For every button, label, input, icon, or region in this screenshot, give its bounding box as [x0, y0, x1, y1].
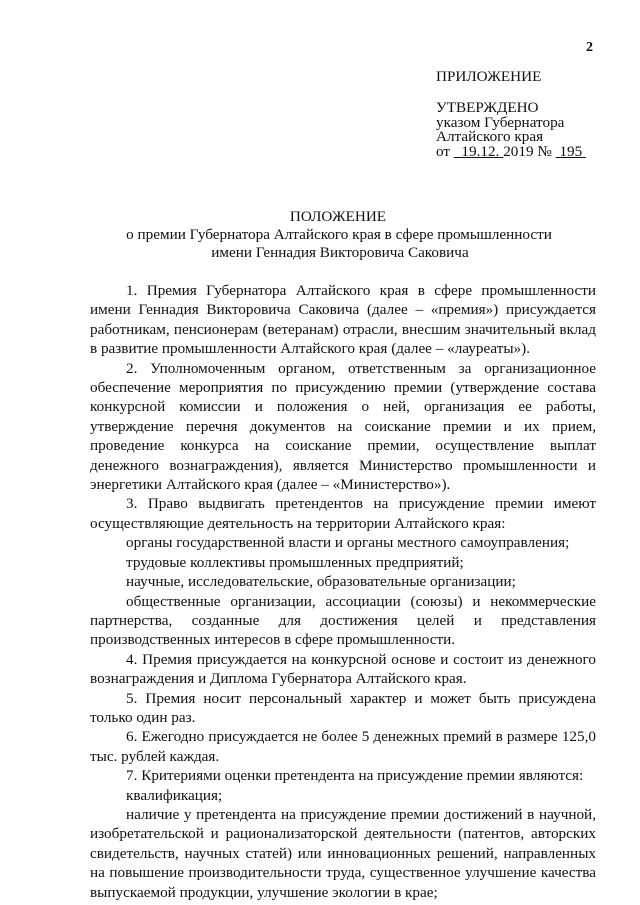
list-item: наличие у претендента на присуждение премии достижений в научной, изобретательской и рационализаторской деятельности (патентов, авторских свидетельств, научных статей) или инновационных решений, направленных на повышение производительности труда, существенное улучшение качества выпускаемой продукции, улучшение экологии в крае;	[90, 805, 596, 901]
appendix-label: ПРИЛОЖЕНИЕ	[436, 68, 542, 85]
decree-number: 195	[559, 142, 583, 160]
list-item: трудовые коллективы промышленных предприятий;	[126, 553, 464, 571]
paragraph: 2. Уполномоченным органом, ответственным за организационное обеспечение мероприятия по присуждению премии (утверждение состава конкурсной комиссии и положения о ней, организация ее работы, утверждение перечня документов на соискание премии и их прием, проведение конкурса на соискание премии, осуществление выплат денежного вознаграждения), является Министерство промышленности и энергетики Алтайского края (далее – «Министерство»).	[90, 359, 596, 494]
title-line-2: о премии Губернатора Алтайского края в сфере промышленности	[126, 226, 552, 243]
paragraph: 4. Премия присуждается на конкурсной основе и состоит из денежного вознаграждения и Диплома Губернатора Алтайского края.	[90, 650, 596, 688]
document-title	[0, 208, 640, 262]
list-item: общественные организации, ассоциации (союзы) и некоммерческие партнерства, созданные для достижения целей и представления производственных интересов в сфере промышленности.	[90, 592, 596, 649]
number-sign: №	[537, 142, 552, 160]
decree-date: 19.12.	[461, 142, 500, 160]
title-heading: ПОЛОЖЕНИЕ	[289, 208, 387, 225]
decree-date-line	[436, 142, 586, 160]
list-item: научные, исследовательские, образовательные организации;	[126, 573, 516, 591]
paragraph: 6. Ежегодно присуждается не более 5 денежных премий в размере 125,0 тыс. рублей каждая.	[90, 728, 596, 765]
list-item: органы государственной власти и органы местного самоуправления;	[126, 534, 570, 552]
decree-line-1: указом Губернатора	[436, 113, 565, 131]
list-item: квалификация;	[126, 786, 223, 804]
date-prefix: от	[436, 142, 451, 160]
document-body	[90, 281, 596, 902]
decree-line-2: Алтайского края	[436, 128, 544, 146]
title-line-3: имени Геннадия Викторовича Саковича	[211, 244, 469, 261]
decree-year: 2019	[503, 142, 534, 160]
approved-label: УТВЕРЖДЕНО	[436, 99, 539, 116]
approval-stamp	[436, 101, 586, 159]
paragraph: 5. Премия носит персональный характер и может быть присуждена только один раз.	[90, 689, 596, 726]
paragraph: 1. Премия Губернатора Алтайского края в сфере промышленности имени Геннадия Викторовича Саковича (далее – «премия») присуждается работникам, пенсионерам (ветеранам) отрасли, внесшим значительный вклад в развитие промышленности Алтайского края (далее – «лауреаты»).	[90, 282, 596, 358]
paragraph: 3. Право выдвигать претендентов на присуждение премии имеют осуществляющие деятельность на территории Алтайского края:	[90, 495, 596, 532]
page-number: 2	[586, 40, 593, 55]
paragraph: 7. Критериями оценки претендента на присуждение премии являются:	[126, 767, 584, 785]
